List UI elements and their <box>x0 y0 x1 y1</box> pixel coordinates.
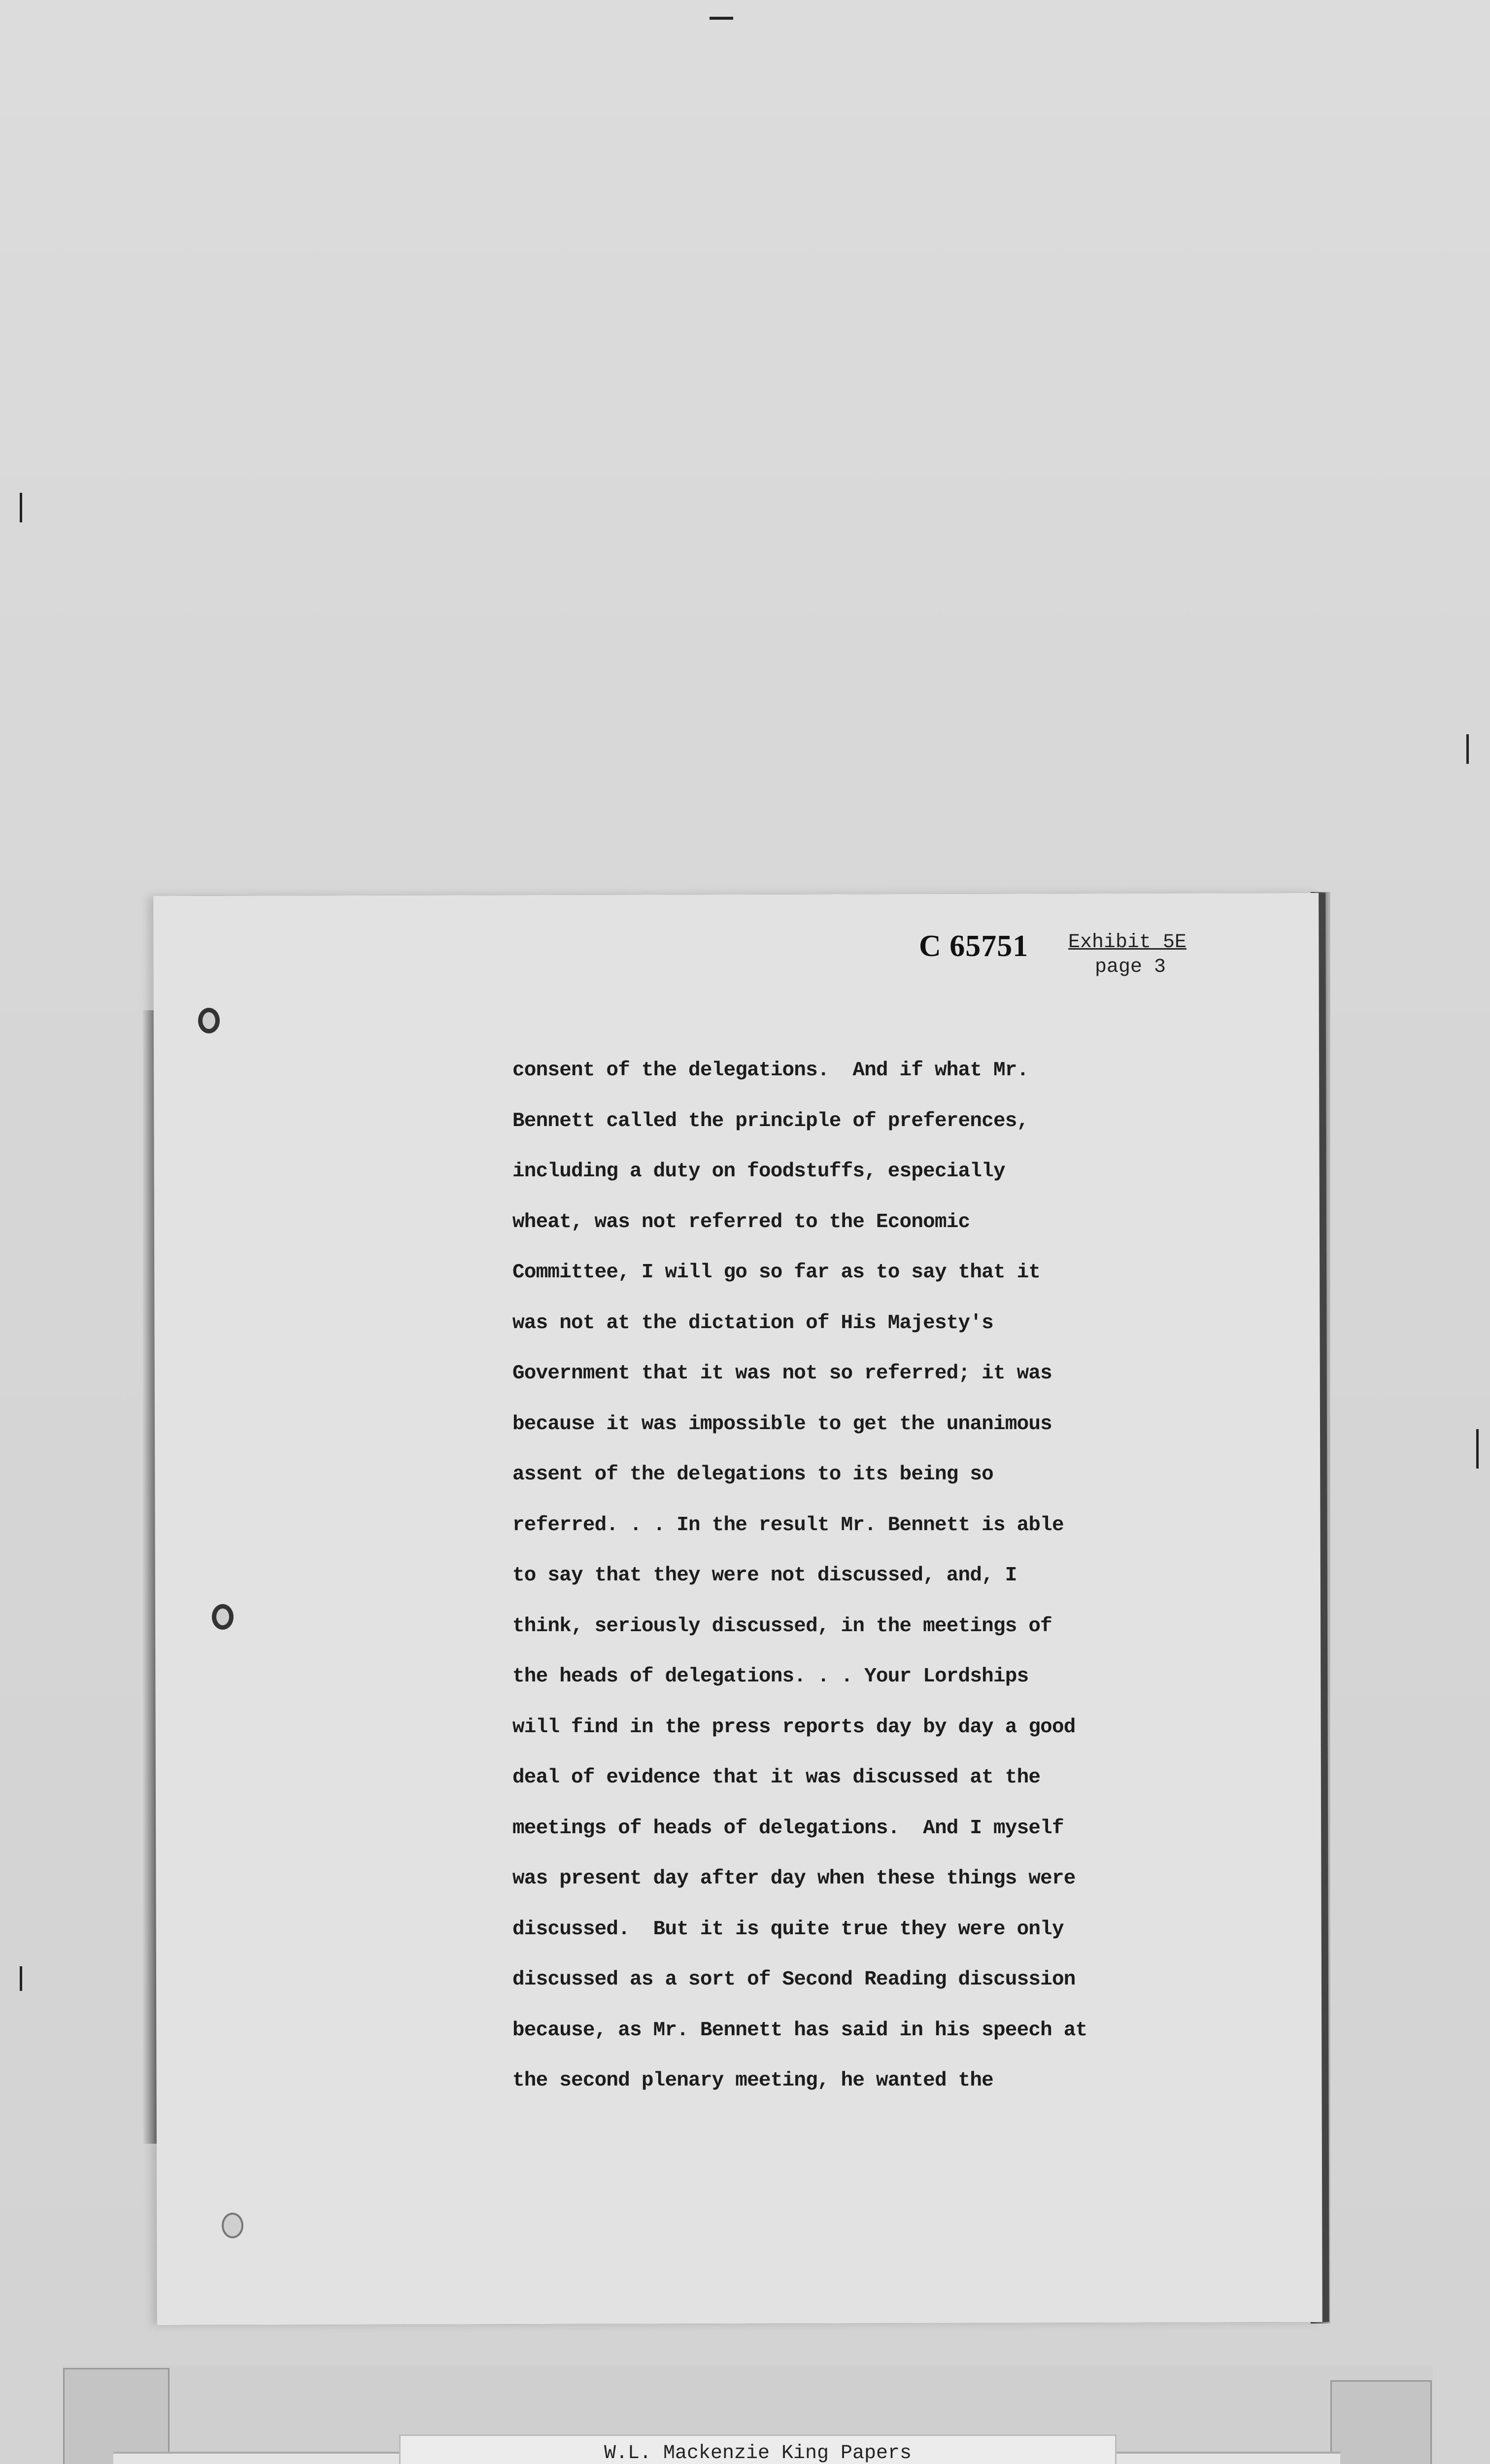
text-line: was present day after day when these things were <box>512 1867 1076 1890</box>
text-line: think, seriously discussed, in the meetings of <box>512 1614 1052 1638</box>
punch-hole <box>222 2213 243 2238</box>
text-line: Government that it was not so referred; it was <box>512 1362 1052 1385</box>
collection-label <box>399 2434 1117 2464</box>
text-line: wheat, was not referred to the Economic <box>512 1210 970 1233</box>
text-line: meetings of heads of delegations. And I myself <box>512 1816 1064 1840</box>
text-line: consent of the delegations. And if what Mr. <box>512 1059 1029 1082</box>
text-line: was not at the dictation of His Majesty's <box>512 1311 993 1335</box>
punch-hole <box>198 1008 220 1033</box>
scan-mark <box>20 493 22 522</box>
page-number: page 3 <box>1095 956 1166 978</box>
punch-hole <box>212 1604 234 1630</box>
text-line: will find in the press reports day by day a good <box>512 1715 1076 1739</box>
text-line: discussed. But it is quite true they were only <box>512 1917 1064 1941</box>
typed-body-text <box>512 1055 1173 2116</box>
text-line: including a duty on foodstuffs, especially <box>512 1160 1005 1183</box>
holder-tab <box>63 2368 169 2464</box>
text-line: the heads of delegations. . . Your Lordships <box>512 1665 1029 1688</box>
exhibit-label: Exhibit 5E <box>1068 931 1187 954</box>
scan-mark <box>1466 734 1469 764</box>
text-line: referred. . . In the result Mr. Bennett is able <box>512 1513 1064 1537</box>
text-line: because it was impossible to get the unanimous <box>512 1412 1052 1436</box>
scan-mark <box>20 1966 22 1991</box>
text-line: Bennett called the principle of preferences, <box>512 1109 1029 1132</box>
text-line: discussed as a sort of Second Reading discussion <box>512 1968 1076 1991</box>
scan-mark <box>710 17 733 20</box>
scan-mark <box>1476 1429 1479 1469</box>
text-line: Committee, I will go so far as to say that it <box>512 1261 1041 1284</box>
text-line: assent of the delegations to its being so <box>512 1463 993 1486</box>
text-line: deal of evidence that it was discussed at the <box>512 1766 1041 1789</box>
text-line: because, as Mr. Bennett has said in his speech at <box>512 2019 1087 2042</box>
text-line: the second plenary meeting, he wanted the <box>512 2069 993 2092</box>
text-line: to say that they were not discussed, and, I <box>512 1564 1017 1587</box>
holder-tab <box>1330 2380 1432 2464</box>
document-reference-number: C 65751 <box>919 929 1029 963</box>
collection-name: W.L. Mackenzie King Papers <box>604 2442 912 2464</box>
